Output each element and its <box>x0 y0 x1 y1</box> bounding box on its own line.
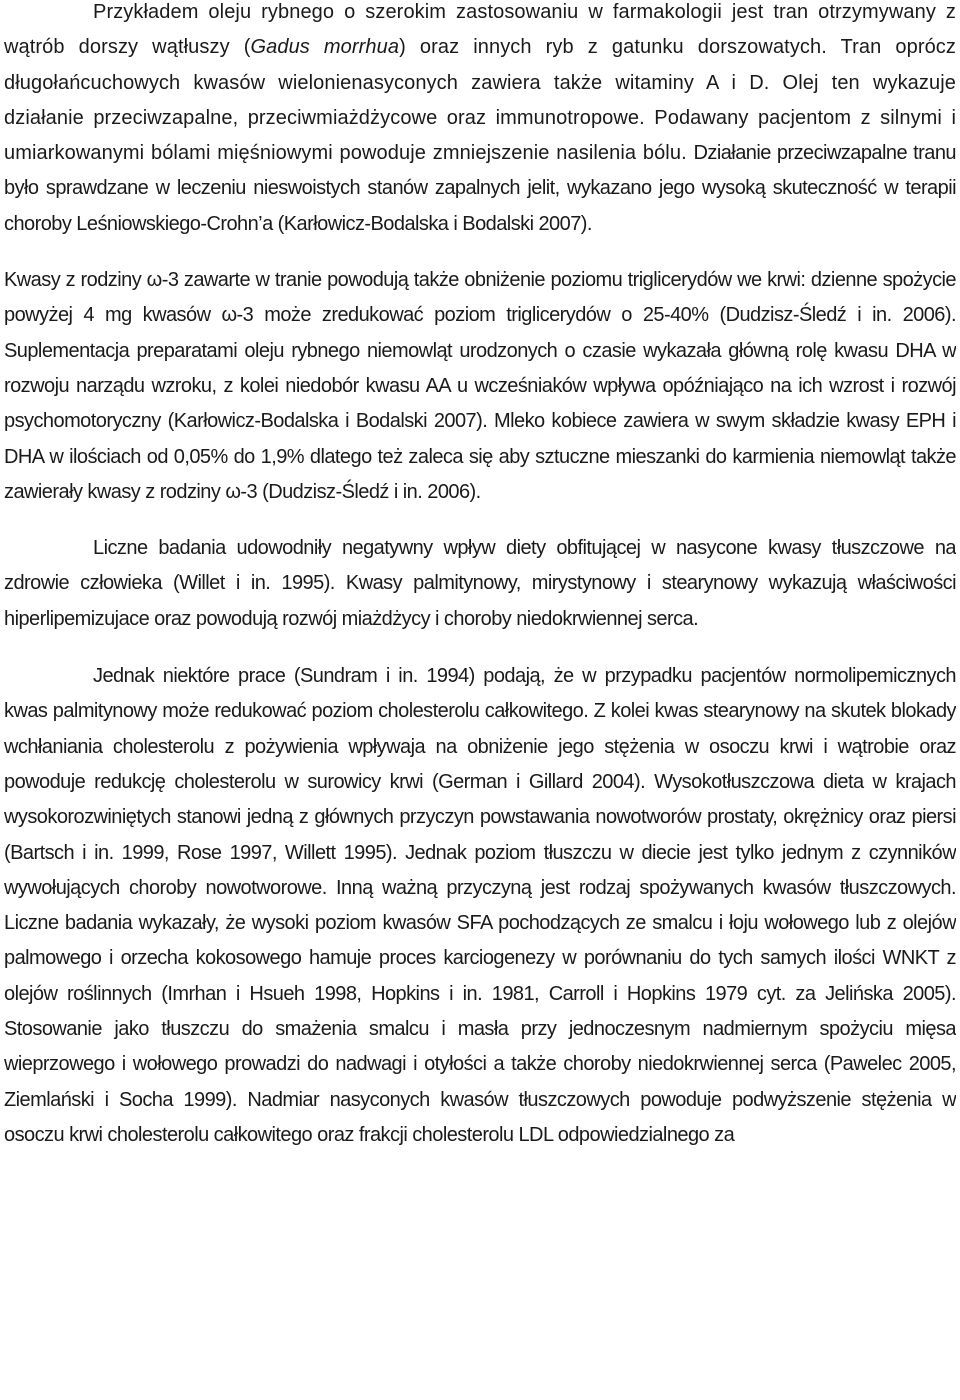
document-page <box>4 0 956 1400</box>
paragraph-palmitic-stearic <box>4 659 956 1153</box>
paragraph-cod-liver-oil <box>4 0 956 242</box>
paragraph-text: Liczne badania udowodniły negatywny wpływ diety obfitującej w nasycone kwasy tłuszczowe na zdrowie człowieka (Willet i in. 1995). Kwasy palmitynowy, mirystynowy i stearynowy wykazują właściwości hiperlipemizujace oraz powodują rozwój miażdżycy i choroby niedokrwiennej serca. <box>4 537 956 630</box>
paragraph-text: Kwasy z rodziny ω-3 zawarte w tranie powodują także obniżenie poziomu triglicerydów we krwi: dzienne spożycie powyżej 4 mg kwasów ω-3 może zredukować poziom triglicerydów o 25-40% (Dudzisz-Śledź i in. 2006). Suplementacja preparatami oleju rybnego niemowląt urodzonych o czasie wykazała główną rolę kwasu DHA w rozwoju narządu wzroku, z kolei niedobór kwasu AA u wcześniaków wpływa opóźniająco na ich wzrost i rozwój psychomotoryczny (Karłowicz-Bodalska i Bodalski 2007). Mleko kobiece zawiera w swym składzie kwasy EPH i DHA w ilościach od 0,05% do 1,9% dlatego też zaleca się aby sztuczne mieszanki do karmienia niemowląt także zawierały kwasy z rodziny ω-3 (Dudzisz-Śledź i in. 2006). <box>4 269 956 503</box>
paragraph-text: Działanie przeciwzapalne tranu było sprawdzane w leczeniu nieswoistych stanów zapalnych jelit, wykazano jego wysoką skuteczność w terapii choroby Leśniowskiego-Crohn’a (Karłowicz-Bodalska i Bodalski 2007). <box>4 142 956 235</box>
species-name-italic: Gadus morrhua <box>250 36 400 59</box>
paragraph-omega-3 <box>4 263 956 510</box>
paragraph-text: Jednak niektóre prace (Sundram i in. 1994) podają, że w przypadku pacjentów normolipemicznych kwas palmitynowy może redukować poziom cholesterolu całkowitego. Z kolei kwas stearynowy na skutek blokady wchłaniania cholesterolu z pożywienia wpływaja na obniżenie jego stężenia w osoczu krwi i wątrobie oraz powoduje redukcję cholesterolu w surowicy krwi (German i Gillard 2004). Wysokotłuszczowa dieta w krajach wysokorozwiniętych stanowi jedną z głównych przyczyn powstawania nowotworów prostaty, okrężnicy oraz piersi (Bartsch i in. 1999, Rose 1997, Willett 1995). Jednak poziom tłuszczu w diecie jest tylko jednym z czynników wywołujących choroby nowotworowe. Inną ważną przyczyną jest rodzaj spożywanych kwasów tłuszczowych. Liczne badania wykazały, że wysoki poziom kwasów SFA pochodzących ze smalcu i łoju wołowego lub z olejów palmowego i orzecha kokosowego hamuje proces karciogenezy w porównaniu do tych samych ilości WNKT z olejów roślinnych (Imrhan i Hsueh 1998, Hopkins i in. 1981, Carroll i Hopkins 1979 cyt. za Jelińska 2005). Stosowanie jako tłuszczu do smażenia smalcu i masła przy jednoczesnym nadmiernym spożyciu mięsa wieprzowego i wołowego prowadzi do nadwagi i otyłości a także choroby niedokrwiennej serca (Pawelec 2005, Ziemlański i Socha 1999). Nadmiar nasyconych kwasów tłuszczowych powoduje podwyższenie stężenia w osoczu krwi cholesterolu całkowitego oraz frakcji cholesterolu LDL odpowiedzialnego za <box>4 665 956 1146</box>
paragraph-saturated-fats <box>4 531 956 637</box>
paragraph-text: Przykładem oleju rybnego o szerokim zastosowaniu w farmakologii jest tran otrzymywany z wątrób dorszy wątłuszy ( <box>4 1 956 59</box>
paragraph-text: ) oraz innych ryb z gatunku dorszowatych. Tran oprócz długołańcuchowych kwasów wielonienasyconych zawiera także witaminy A i D. Olej ten wykazuje działanie przeciwzapalne, przeciwmiażdżycowe oraz immunotropowe. Podawany pacjentom z silnymi i umiarkowanymi bólami mięśniowymi powoduje zmniejszenie nasilenia bólu. <box>4 36 956 165</box>
